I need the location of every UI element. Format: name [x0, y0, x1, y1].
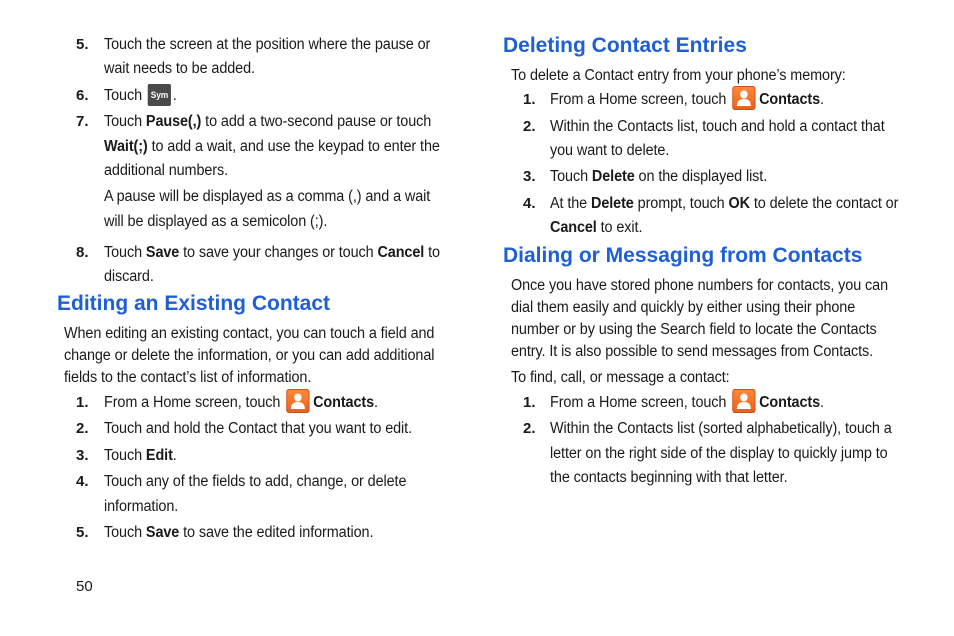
step-text: From a Home screen, touch Contacts. — [550, 88, 824, 112]
step-number: 2. — [523, 420, 536, 437]
step-number: 2. — [76, 420, 89, 437]
step-text: Touch any of the fields to add, change, or delete — [104, 473, 407, 490]
step-number: 1. — [523, 394, 536, 411]
intro-text: To delete a Contact entry from your phone’s memory: — [511, 67, 846, 84]
step-text: additional numbers. — [104, 162, 229, 179]
section-heading-deleting: Deleting Contact Entries — [503, 34, 747, 57]
step-number: 5. — [76, 36, 89, 53]
step-text: Touch Sym . — [104, 84, 177, 108]
note-text: will be displayed as a semicolon (;). — [104, 213, 328, 230]
step-text: wait needs to be added. — [104, 60, 255, 77]
intro-text: When editing an existing contact, you can touch a field and — [64, 325, 435, 342]
intro-text: fields to the contact’s list of information. — [64, 369, 312, 386]
step-number: 1. — [76, 394, 89, 411]
step-text: Touch Save to save your changes or touch Cancel to — [104, 244, 440, 261]
intro-text: To find, call, or message a contact: — [511, 369, 730, 386]
step-number: 6. — [76, 87, 89, 104]
step-number: 1. — [523, 91, 536, 108]
section-heading-dialing: Dialing or Messaging from Contacts — [503, 244, 863, 267]
step-text: Within the Contacts list (sorted alphabetically), touch a — [550, 420, 892, 437]
intro-text: entry. It is also possible to send messages from Contacts. — [511, 343, 874, 360]
step-text: Touch the screen at the position where the pause or — [104, 36, 431, 53]
step-number: 3. — [76, 447, 89, 464]
step-text: From a Home screen, touch Contacts. — [550, 391, 824, 415]
step-text: Touch Delete on the displayed list. — [550, 168, 768, 185]
step-text: From a Home screen, touch Contacts. — [104, 391, 378, 415]
contacts-app-icon — [286, 389, 309, 413]
step-text: Touch Pause(,) to add a two-second pause or touch — [104, 113, 432, 130]
intro-text: Once you have stored phone numbers for contacts, you can — [511, 277, 889, 294]
step-number: 2. — [523, 118, 536, 135]
intro-text: change or delete the information, or you can add additional — [64, 347, 435, 364]
step-text: you want to delete. — [550, 142, 670, 159]
step-text: Touch Save to save the edited information. — [104, 524, 374, 541]
page-number: 50 — [76, 578, 93, 595]
step-number: 8. — [76, 244, 89, 261]
section-heading-editing: Editing an Existing Contact — [57, 292, 331, 315]
step-text: letter on the right side of the display to quickly jump to — [550, 445, 888, 462]
intro-text: dial them easily and quickly by either using their phone — [511, 299, 856, 316]
step-text: the contacts beginning with that letter. — [550, 469, 788, 486]
step-number: 7. — [76, 113, 89, 130]
step-text: Within the Contacts list, touch and hold a contact that — [550, 118, 885, 135]
contacts-app-icon — [732, 389, 755, 413]
step-text: At the Delete prompt, touch OK to delete the contact or — [550, 195, 899, 212]
sym-key-icon: Sym — [148, 84, 171, 106]
step-text: information. — [104, 498, 179, 515]
step-text: discard. — [104, 268, 154, 285]
step-number: 4. — [523, 195, 536, 212]
step-number: 4. — [76, 473, 89, 490]
step-number: 5. — [76, 524, 89, 541]
step-text: Touch Edit. — [104, 447, 177, 464]
step-number: 3. — [523, 168, 536, 185]
note-text: A pause will be displayed as a comma (,) and a wait — [104, 188, 431, 205]
contacts-app-icon — [732, 86, 755, 110]
step-text: Cancel to exit. — [550, 219, 643, 236]
step-text: Wait(;) to add a wait, and use the keypad to enter the — [104, 138, 440, 155]
step-text: Touch and hold the Contact that you want to edit. — [104, 420, 412, 437]
intro-text: number or by using the Search field to locate the Contacts — [511, 321, 877, 338]
